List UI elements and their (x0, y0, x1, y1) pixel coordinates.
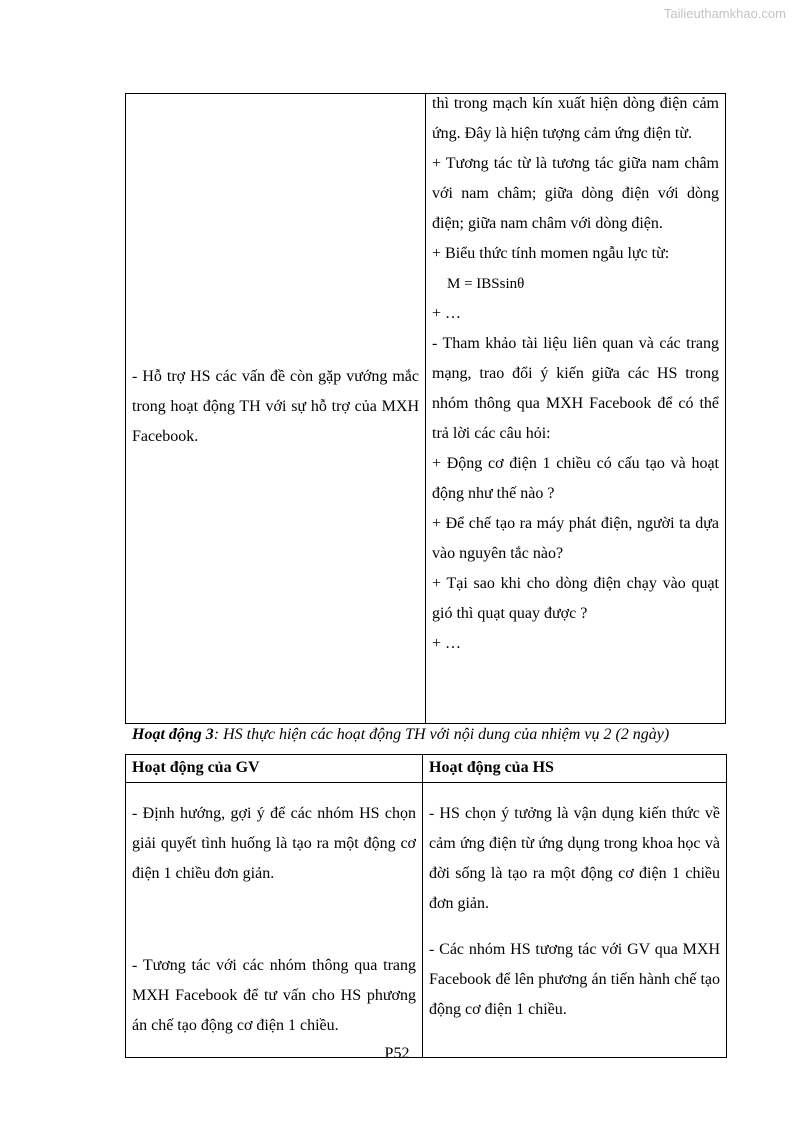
table-header-row (126, 755, 727, 783)
student-activity-line: + Tại sao khi cho dòng điện chạy vào quạt gió thì quạt quay được ? (432, 575, 719, 622)
table-cell (126, 783, 423, 1058)
table-cell (423, 783, 727, 1058)
activity-table-continued (125, 93, 726, 724)
student-activity-line: + Tương tác từ là tương tác giữa nam châm với nam châm; giữa dòng điện với dòng điện; giữa nam châm với dòng điện. (432, 155, 719, 232)
student-activity-line: + … (432, 635, 462, 652)
spacer (132, 905, 416, 935)
teacher-activity-text: - Hỗ trợ HS các vấn đề còn gặp vướng mắc trong hoạt động TH với sự hỗ trợ của MXH Facebook. (132, 368, 419, 445)
student-activity-line: + Biểu thức tính momen ngẫu lực từ: (432, 245, 670, 262)
student-activity-cell (432, 89, 719, 659)
student-activity-line: + … (432, 305, 462, 322)
student-activity-line: thì trong mạch kín xuất hiện dòng điện cảm ứng. Đây là hiện tượng cảm ứng điện từ. (432, 95, 719, 142)
student-activity-line: + Để chế tạo ra máy phát điện, người ta dựa vào nguyên tắc nào? (432, 515, 719, 562)
student-activity-line: + Động cơ điện 1 chiều có cấu tạo và hoạt động như thế nào ? (432, 455, 719, 502)
teacher-item: - Định hướng, gợi ý để các nhóm HS chọn giải quyết tình huống là tạo ra một động cơ điện 1 chiều đơn giản. (132, 805, 416, 882)
torque-formula: M = IBSsinθ (447, 276, 525, 292)
column-divider (425, 94, 426, 723)
student-activity-line: - Tham khảo tài liệu liên quan và các trang mạng, trao đổi ý kiến giữa các HS trong nhóm thông qua MXH Facebook để có thể trả lời các câu hỏi: (432, 335, 719, 442)
teacher-item: - Tương tác với các nhóm thông qua trang MXH Facebook để tư vấn cho HS phương án chế tạo động cơ điện 1 chiều. (132, 957, 416, 1034)
teacher-activity-cell (132, 362, 419, 452)
activity-3-heading (132, 722, 732, 748)
student-item: - Các nhóm HS tương tác với GV qua MXH Facebook để lên phương án tiến hành chế tạo động cơ điện 1 chiều. (429, 941, 720, 1018)
table-row (126, 783, 727, 1058)
student-item: - HS chọn ý tưởng là vận dụng kiến thức về cảm ứng điện từ ứng dụng trong khoa học và đời sống là tạo ra một động cơ điện 1 chiều đơn giản. (429, 805, 720, 912)
header-student: Hoạt động của HS (423, 755, 727, 783)
page-number: P52 (384, 1045, 410, 1062)
watermark: Tailieuthamkhao.com (663, 6, 786, 21)
activity-3-label: Hoạt động 3 (132, 726, 214, 743)
activity-3-table (125, 754, 727, 1058)
header-teacher: Hoạt động của GV (126, 755, 423, 783)
activity-3-text: : HS thực hiện các hoạt động TH với nội dung của nhiệm vụ 2 (2 ngày) (213, 726, 670, 743)
